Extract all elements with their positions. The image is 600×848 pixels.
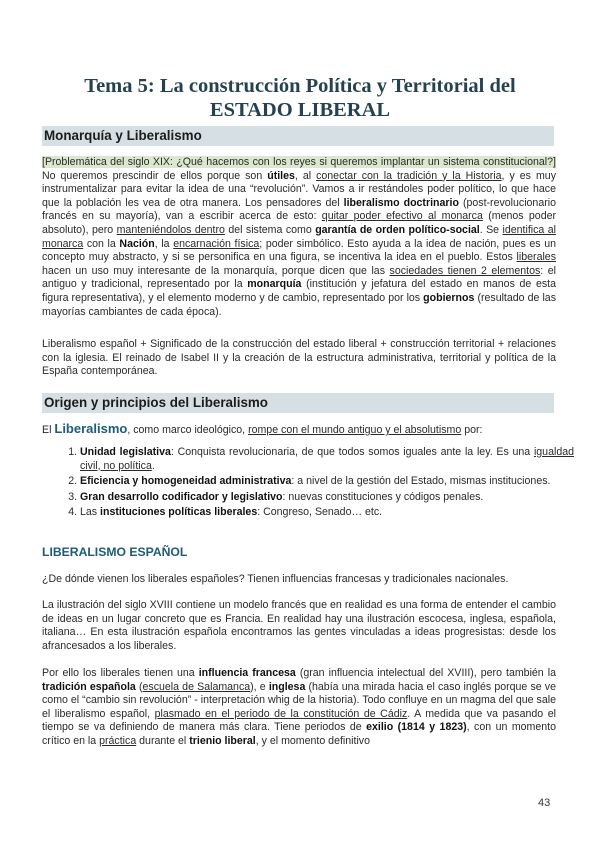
underlined-run: práctica <box>99 734 137 747</box>
text-run: , y el momento definitivo <box>255 734 370 747</box>
list-item <box>80 506 574 520</box>
bold-run: trienio liberal <box>189 734 256 747</box>
list-item <box>80 446 574 473</box>
text-run: : Conquista revolucionaria, de que todos somos iguales ante la ley. Es una <box>170 446 534 458</box>
underlined-run: conectar con la tradición y la Historia <box>316 169 502 182</box>
bold-run: liberalismo doctrinario <box>343 196 459 209</box>
paragraph-resumen: Liberalismo español + Significado de la construcción del estado liberal + construcción territorial + relaciones con la iglesia. El reinado de Isabel II y la creación de la estructura administrativa, territorial y política de la España contemporánea. <box>42 338 556 378</box>
liberalismo-keyword: Liberalismo <box>54 421 128 436</box>
text-run: (gran influencia intelectual del XVIII), pero también la <box>295 667 556 679</box>
text-run: (había una mirada hacia el caso inglés porque se ve como el “cambio sin revolución” - interpretación whig de la historia). Todo confluye en un magma del que sale el liberalismo español, <box>42 680 557 720</box>
text-run: , la <box>154 237 174 250</box>
principles-list <box>62 446 574 522</box>
underlined-run: manteniéndolos dentro <box>116 223 225 236</box>
text-run: , al <box>294 169 317 182</box>
text-run: (post-revolucionario francés en su mayoría), van a escribir acerca de esto: <box>42 196 556 223</box>
bold-run: Nación <box>119 237 155 250</box>
text-run: , como marco ideológico, <box>127 424 249 436</box>
bold-run: monarquía <box>247 278 302 291</box>
underlined-run: liberales <box>516 251 556 264</box>
text-run: por: <box>461 424 483 436</box>
bold-run: inglesa <box>268 680 306 693</box>
text-run: con la <box>83 237 120 250</box>
text-run: : Congreso, Senado… etc. <box>257 506 383 519</box>
bold-run: Eficiencia y homogeneidad administrativa <box>80 475 292 488</box>
text-run: . A medida que va pasando el tiempo se va definiendo de manera más clara. Tiene periodos de <box>42 707 556 734</box>
text-run: . <box>151 459 155 472</box>
text-run: durante el <box>136 734 190 747</box>
paragraph-origen-liberales: ¿De dónde vienen los liberales españoles? Tienen influencias francesas y tradicionales nacionales. <box>42 573 509 585</box>
text-run: : nuevas constituciones y códigos penales. <box>282 490 484 503</box>
text-run: ; poder simbólico. Esto ayuda a la idea de nación, pues es un concepto muy abstracto, y si se personifica en una figura, se incentiva la idea en el pueblo. Estos <box>42 237 557 264</box>
page-number: 43 <box>538 797 551 809</box>
underlined-run: rompe con el mundo antiguo y el absolutismo <box>248 424 462 436</box>
text-run: (institución y jefatura del estado en manos de esta figura representativa), y el elemento moderno y de cambio, representado por los <box>42 278 556 304</box>
underlined-run: encarnación física <box>173 237 260 250</box>
underlined-run: quitar poder efectivo al monarca <box>321 210 483 223</box>
paragraph-intro-liberalismo <box>42 422 556 438</box>
list-item <box>80 475 574 489</box>
list-item <box>80 491 574 505</box>
text-run: (menos poder absoluto), pero <box>42 210 556 236</box>
bold-run: Gran desarrollo codificador y legislativo <box>80 490 283 503</box>
bold-run: tradición española <box>42 680 136 693</box>
underlined-run: plasmado en el periodo de la constitución de Cádiz <box>154 707 408 720</box>
bold-run: garantía de orden político-social <box>315 223 480 236</box>
text-run: , con un momento crítico en la <box>42 721 557 747</box>
underlined-run: igualdad civil, no política <box>80 446 574 472</box>
text-run: ), e <box>250 680 269 693</box>
underlined-run: sociedades tienen 2 elementos <box>389 264 541 277</box>
subheading-liberalismo-espanol: LIBERALISMO ESPAÑOL <box>42 545 188 559</box>
paragraph-monarquia <box>42 156 556 319</box>
bold-run: influencia francesa <box>198 667 296 679</box>
bold-run: Unidad legislativa <box>80 446 171 458</box>
paragraph-influencias <box>42 667 556 749</box>
text-run: . Se <box>479 223 503 236</box>
bold-run: útiles <box>267 169 295 182</box>
text-run: ( <box>135 680 143 693</box>
section-heading-origen: Origen y principios del Liberalismo <box>42 393 554 413</box>
text-run: hacen un uso muy interesante de la monarquía, porque dicen que las <box>42 264 390 277</box>
title-line-1: Tema 5: La construcción Política y Territorial del <box>84 75 516 97</box>
section-heading-monarquia: Monarquía y Liberalismo <box>42 126 554 146</box>
text-run: Por ello los liberales tienen una <box>42 667 199 679</box>
bold-run: instituciones políticas liberales <box>100 506 258 519</box>
text-run: (resultado de las mayorías cambiantes de cada época). <box>42 291 556 318</box>
text-run: : a nivel de la gestión del Estado, mismas instituciones. <box>291 475 551 488</box>
underlined-run: escuela de Salamanca <box>142 680 251 693</box>
text-run: , y es muy instrumentalizar para evitar la idea de una “revolución”. Vamos a ir restándoles poder político, lo que hace que la población les vea de otra manera. Los pensadores del <box>42 169 556 209</box>
bold-run: gobiernos <box>423 291 475 304</box>
title-line-2: ESTADO LIBERAL <box>209 99 391 121</box>
paragraph-ilustracion: La ilustración del siglo XVIII contiene un modelo francés que en realidad es una forma de entender el cambio de ideas en un lugar concreto que es Francia. En realidad hay una ilustración escocesa, inglesa, española, italiana… En esta ilustración española encontramos las gentes vinculadas a ideas progresistas: desde los afrancesados a los liberales. <box>42 599 556 652</box>
underlined-run: identifica al monarca <box>42 223 557 250</box>
page-title <box>40 74 560 122</box>
bold-run: exilio (1814 y 1823) <box>366 721 467 734</box>
text-run: : el antiguo y tradicional, representado por la <box>42 264 557 291</box>
text-run: No queremos prescindir de ellos porque son <box>42 169 268 182</box>
text-run: del sistema como <box>224 223 316 236</box>
highlighted-question: [Problemática del siglo XIX: ¿Qué hacemos con los reyes si queremos implantar un sistema constitucional?] <box>42 156 556 168</box>
text-run: El <box>42 424 55 436</box>
text-run: Las <box>80 506 101 519</box>
